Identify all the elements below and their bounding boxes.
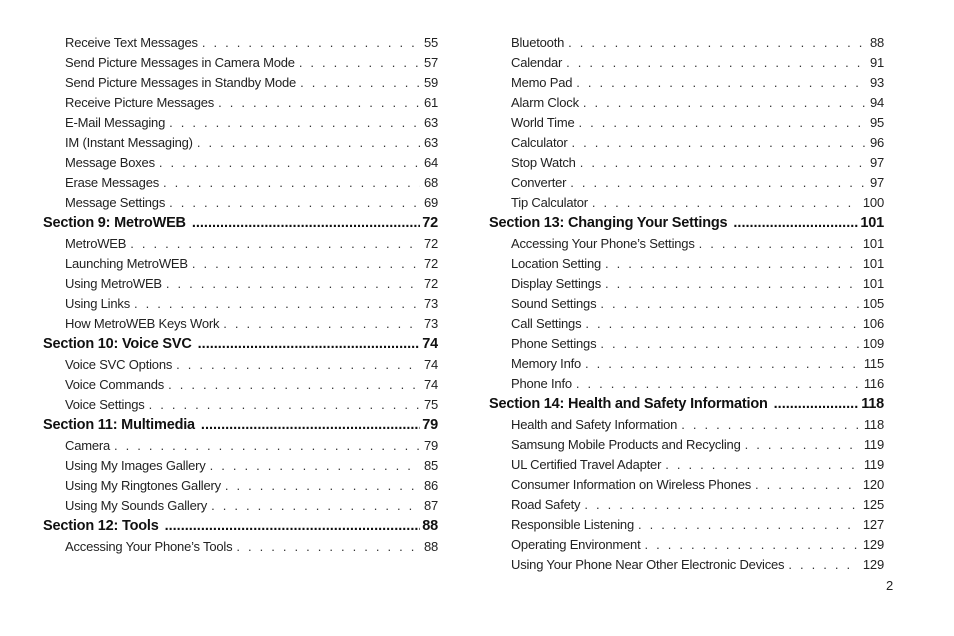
toc-label: Using My Sounds Gallery (65, 498, 208, 513)
toc-page-number: 88 (869, 35, 884, 50)
toc-entry[interactable] (43, 436, 438, 456)
toc-section-heading[interactable] (43, 516, 438, 537)
dot-leader (168, 375, 420, 395)
toc-page-number: 119 (863, 457, 884, 472)
dot-leader (585, 314, 859, 334)
toc-page-number: 74 (422, 336, 438, 352)
toc-page-number: 129 (862, 537, 884, 552)
toc-entry[interactable] (489, 73, 884, 93)
toc-label: Using MetroWEB (65, 276, 162, 291)
toc-label: Voice Commands (65, 377, 165, 392)
toc-label: Section 14: Health and Safety Information (489, 396, 768, 412)
dot-leader (114, 436, 420, 456)
toc-entry[interactable] (43, 234, 438, 254)
toc-label: Samsung Mobile Products and Recycling (511, 437, 741, 452)
toc-entry[interactable] (489, 515, 884, 535)
dot-leader (585, 354, 860, 374)
toc-label: Using My Ringtones Gallery (65, 478, 221, 493)
toc-entry[interactable] (489, 93, 884, 113)
toc-page-number: 63 (423, 135, 438, 150)
toc-label: Memory Info (511, 356, 582, 371)
toc-label: Section 11: Multimedia (43, 417, 195, 433)
toc-section-heading[interactable] (43, 334, 438, 355)
toc-label: Erase Messages (65, 175, 160, 190)
toc-page-number: 72 (423, 256, 438, 271)
toc-page-number: 101 (860, 215, 884, 231)
dot-leader (570, 173, 866, 193)
toc-page-number: 91 (869, 55, 884, 70)
toc-entry[interactable] (43, 133, 438, 153)
toc-label: Consumer Information on Wireless Phones (511, 477, 752, 492)
toc-section-heading[interactable] (43, 213, 438, 234)
dot-leader (210, 456, 420, 476)
dot-leader (299, 53, 420, 73)
toc-label: IM (Instant Messaging) (65, 135, 193, 150)
toc-entry[interactable] (43, 537, 438, 557)
toc-label: Using Links (65, 296, 130, 311)
dot-leader (600, 294, 859, 314)
toc-label: Road Safety (511, 497, 581, 512)
toc-entry[interactable] (43, 274, 438, 294)
dot-leader (169, 193, 420, 213)
dot-leader (605, 254, 859, 274)
toc-label: How MetroWEB Keys Work (65, 316, 220, 331)
toc-section-heading[interactable] (43, 415, 438, 436)
toc-entry[interactable] (489, 193, 884, 213)
dot-leader (699, 234, 859, 254)
toc-entry[interactable] (489, 314, 884, 334)
toc-label: Bluetooth (511, 35, 565, 50)
dot-leader (197, 133, 420, 153)
toc-label: Accessing Your Phone’s Settings (511, 236, 695, 251)
toc-entry[interactable] (43, 476, 438, 496)
toc-label: Stop Watch (511, 155, 576, 170)
dot-leader (644, 535, 858, 555)
toc-page-number: 97 (869, 175, 884, 190)
toc-entry[interactable] (43, 173, 438, 193)
toc-page-number: 72 (422, 215, 438, 231)
page-number: 2 (886, 578, 894, 593)
toc-label: Launching MetroWEB (65, 256, 188, 271)
toc-page-number: 87 (423, 498, 438, 513)
toc-label: Responsible Listening (511, 517, 634, 532)
toc-label: Converter (511, 175, 567, 190)
toc-page-number: 101 (862, 236, 884, 251)
dot-leader (580, 153, 866, 173)
toc-entry[interactable] (43, 395, 438, 415)
toc-label: Section 13: Changing Your Settings (489, 215, 728, 231)
toc-page-number: 88 (423, 539, 438, 554)
toc-label: Message Boxes (65, 155, 155, 170)
dot-leader (223, 314, 420, 334)
toc-left-column (43, 33, 438, 557)
toc-label: Alarm Clock (511, 95, 579, 110)
toc-entry[interactable] (489, 535, 884, 555)
toc-label: Phone Settings (511, 336, 597, 351)
toc-page-number: 100 (862, 195, 884, 210)
toc-right-column (489, 33, 884, 575)
toc-label: Receive Picture Messages (65, 95, 215, 110)
toc-entry[interactable] (489, 133, 884, 153)
toc-entry[interactable] (43, 93, 438, 113)
toc-page-number: 74 (423, 357, 438, 372)
toc-entry[interactable] (489, 455, 884, 475)
toc-label: Calculator (511, 135, 568, 150)
dot-leader (202, 33, 420, 53)
toc-label: Using Your Phone Near Other Electronic Devices (511, 557, 785, 572)
dot-leader (681, 415, 860, 435)
toc-label: UL Certified Travel Adapter (511, 457, 662, 472)
dot-leader (774, 394, 860, 415)
toc-page-number: 55 (423, 35, 438, 50)
dot-leader (568, 33, 866, 53)
toc-entry[interactable] (43, 113, 438, 133)
dot-leader (733, 213, 858, 234)
toc-page-number: 94 (869, 95, 884, 110)
toc-page-number: 72 (423, 276, 438, 291)
toc-entry[interactable] (43, 294, 438, 314)
toc-page-number: 97 (869, 155, 884, 170)
toc-page-number: 95 (869, 115, 884, 130)
dot-leader (755, 475, 859, 495)
toc-page-number: 59 (423, 75, 438, 90)
toc-section-heading[interactable] (489, 394, 884, 415)
toc-entry[interactable] (43, 355, 438, 375)
toc-entry[interactable] (43, 496, 438, 516)
toc-entry[interactable] (43, 73, 438, 93)
toc-page-number: 64 (423, 155, 438, 170)
toc-page-number: 101 (862, 276, 884, 291)
toc-page-number: 96 (869, 135, 884, 150)
toc-page-number: 73 (423, 296, 438, 311)
toc-page-number: 105 (862, 296, 884, 311)
toc-entry[interactable] (489, 274, 884, 294)
toc-entry[interactable] (489, 254, 884, 274)
toc-label: Operating Environment (511, 537, 641, 552)
toc-label: Send Picture Messages in Standby Mode (65, 75, 297, 90)
toc-page-number: 109 (862, 336, 884, 351)
dot-leader (163, 173, 420, 193)
toc-entry[interactable] (43, 456, 438, 476)
toc-page-number: 120 (862, 477, 884, 492)
toc-page-number: 72 (423, 236, 438, 251)
toc-label: Tip Calculator (511, 195, 588, 210)
toc-label: Sound Settings (511, 296, 597, 311)
toc-entry[interactable] (489, 33, 884, 53)
dot-leader (605, 274, 859, 294)
toc-page-number: 129 (862, 557, 884, 572)
toc-label: E-Mail Messaging (65, 115, 166, 130)
dot-leader (572, 133, 866, 153)
toc-page-number: 119 (863, 437, 884, 452)
toc-label: Section 12: Tools (43, 518, 159, 534)
dot-leader (600, 334, 859, 354)
dot-leader (169, 113, 420, 133)
toc-label: Section 9: MetroWEB (43, 215, 186, 231)
toc-page-number: 63 (423, 115, 438, 130)
dot-leader (788, 555, 859, 575)
dot-leader (159, 153, 420, 173)
toc-page-number: 61 (423, 95, 438, 110)
toc-label: Using My Images Gallery (65, 458, 206, 473)
dot-leader (211, 496, 420, 516)
toc-entry[interactable] (43, 314, 438, 334)
toc-label: Call Settings (511, 316, 582, 331)
toc-entry[interactable] (489, 234, 884, 254)
toc-entry[interactable] (489, 153, 884, 173)
toc-label: Display Settings (511, 276, 602, 291)
toc-page-number: 68 (423, 175, 438, 190)
toc-label: World Time (511, 115, 575, 130)
toc-entry[interactable] (489, 354, 884, 374)
toc-page-number: 85 (423, 458, 438, 473)
toc-page-number: 118 (863, 417, 884, 432)
toc-entry[interactable] (489, 475, 884, 495)
toc-page-number: 115 (863, 356, 884, 371)
dot-leader (225, 476, 420, 496)
dot-leader (130, 234, 420, 254)
toc-entry[interactable] (489, 53, 884, 73)
toc-page-number: 88 (422, 518, 438, 534)
toc-label: Phone Info (511, 376, 572, 391)
dot-leader (579, 113, 866, 133)
dot-leader (576, 374, 860, 394)
dot-leader (236, 537, 420, 557)
toc-label: Voice Settings (65, 397, 145, 412)
toc-entry[interactable] (489, 173, 884, 193)
toc-page-number: 101 (862, 256, 884, 271)
dot-leader (166, 274, 420, 294)
toc-label: Memo Pad (511, 75, 573, 90)
dot-leader (665, 455, 860, 475)
toc-label: Camera (65, 438, 111, 453)
dot-leader (745, 435, 860, 455)
toc-entry[interactable] (489, 113, 884, 133)
toc-page-number: 69 (423, 195, 438, 210)
toc-entry[interactable] (43, 375, 438, 395)
toc-page-number: 74 (423, 377, 438, 392)
dot-leader (149, 395, 420, 415)
toc-page-number: 116 (863, 376, 884, 391)
toc-page-number: 125 (862, 497, 884, 512)
toc-page-number: 57 (423, 55, 438, 70)
dot-leader (192, 213, 420, 234)
toc-page-number: 79 (423, 438, 438, 453)
toc-page-number: 127 (862, 517, 884, 532)
toc-label: Receive Text Messages (65, 35, 198, 50)
dot-leader (576, 73, 866, 93)
toc-page-number: 93 (869, 75, 884, 90)
toc-page-number: 106 (862, 316, 884, 331)
toc-label: Send Picture Messages in Camera Mode (65, 55, 295, 70)
toc-page-number: 79 (422, 417, 438, 433)
toc-page-number: 73 (423, 316, 438, 331)
toc-label: Accessing Your Phone’s Tools (65, 539, 233, 554)
toc-label: Voice SVC Options (65, 357, 173, 372)
toc-entry[interactable] (489, 415, 884, 435)
toc-label: Message Settings (65, 195, 166, 210)
dot-leader (176, 355, 420, 375)
toc-entry[interactable] (43, 254, 438, 274)
toc-entry[interactable] (43, 193, 438, 213)
dot-leader (218, 93, 420, 113)
dot-leader (198, 334, 421, 355)
toc-label: Calendar (511, 55, 563, 70)
toc-page-number: 118 (861, 396, 884, 412)
toc-entry[interactable] (489, 294, 884, 314)
dot-leader (638, 515, 859, 535)
dot-leader (583, 93, 866, 113)
dot-leader (592, 193, 859, 213)
toc-entry[interactable] (489, 374, 884, 394)
dot-leader (584, 495, 859, 515)
dot-leader (566, 53, 866, 73)
toc-label: Health and Safety Information (511, 417, 678, 432)
dot-leader (300, 73, 420, 93)
dot-leader (134, 294, 420, 314)
toc-entry[interactable] (489, 334, 884, 354)
toc-entry[interactable] (43, 153, 438, 173)
toc-label: Section 10: Voice SVC (43, 336, 192, 352)
dot-leader (192, 254, 420, 274)
toc-entry[interactable] (43, 33, 438, 53)
toc-label: Location Setting (511, 256, 602, 271)
toc-entry[interactable] (489, 555, 884, 575)
toc-entry[interactable] (489, 495, 884, 515)
dot-leader (165, 516, 421, 537)
toc-page-number: 75 (423, 397, 438, 412)
toc-label: MetroWEB (65, 236, 127, 251)
toc-entry[interactable] (43, 53, 438, 73)
toc-section-heading[interactable] (489, 213, 884, 234)
toc-entry[interactable] (489, 435, 884, 455)
toc-page-number: 86 (423, 478, 438, 493)
dot-leader (201, 415, 420, 436)
